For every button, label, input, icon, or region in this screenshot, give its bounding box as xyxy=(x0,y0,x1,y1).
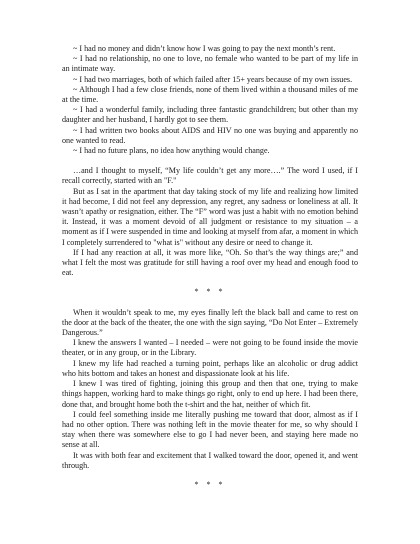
paragraph: I knew my life had reached a turning point, perhaps like an alcoholic or drug addict who hits bottom and takes an honest and dispassionate look at his life. xyxy=(62,358,358,378)
section-separator: * * * xyxy=(194,479,226,489)
door-section xyxy=(62,308,358,471)
paragraph: It was with both fear and excitement that I walked toward the door, opened it, and went through. xyxy=(62,450,358,470)
paragraph: I could feel something inside me literally pushing me toward that door, almost as if I had no other option. There was nothing left in the movie theater for me, so why should I stay when there was somewhere else to go I had never been, and staying here made no sense at all. xyxy=(62,409,358,450)
list-item: ~ I had no future plans, no idea how anything would change. xyxy=(73,146,270,156)
paragraph: But as I sat in the apartment that day taking stock of my life and realizing how limited it had become, I did not feel any depression, any regret, any sadness or loneliness at all. It wasn’t apathy or resignation, either. The “F” word was just a habit with no emotion behind it. Instead, it was a moment devoid of all judgment or resistance to my situation – a moment as if I were suspended in time and looking at myself from afar, a moment in which I completely surrendered to "what is" without any desire or need to change it. xyxy=(62,186,358,247)
list-section xyxy=(62,44,358,156)
list-item: ~ I had written two books about AIDS and HIV no one was buying and apparently no one wanted to read. xyxy=(62,125,358,145)
list-item: ~ I had two marriages, both of which failed after 15+ years because of my own issues. xyxy=(73,74,353,84)
book-page xyxy=(62,44,358,534)
paragraph: I knew I was tired of fighting, joining this group and then that one, trying to make things happen, working hard to make things go right, only to end up here. I had been there, done that, and brought home both the t-shirt and the hat, neither of which fit. xyxy=(62,379,358,409)
list-item: ~ Although I had a few close friends, none of them lived within a thousand miles of me at the time. xyxy=(62,84,358,105)
paragraph: I knew the answers I wanted – I needed – were not going to be found inside the movie theater, or in any group, or in the Library. xyxy=(62,338,358,358)
list-item: ~ I had no money and didn’t know how I was going to pay the next month’s rent. xyxy=(73,44,336,53)
list-item: ~ I had no relationship, no one to love, no female who wanted to be part of my life in an intimate way. xyxy=(62,54,358,74)
paragraph: When it wouldn’t speak to me, my eyes finally left the black ball and came to rest on the door at the back of the theater, the one with the sign saying, “Do Not Enter – Extremely Dangerous.” xyxy=(62,307,358,338)
list-item: ~ I had a wonderful family, including three fantastic grandchildren; but other than my daughter and her husband, I hardly got to see them. xyxy=(62,105,358,125)
reflection-section xyxy=(62,166,358,278)
spacer xyxy=(62,156,358,166)
paragraph: If I had any reaction at all, it was more like, “Oh. So that’s the way things are;” and what I felt the most was gratitude for still having a roof over my head and enough food to eat. xyxy=(62,247,358,278)
section-separator: * * * xyxy=(194,287,226,297)
paragraph: …and I thought to myself, “My life couldn’t get any more….” The word I used, if I recall correctly, started with an "F." xyxy=(62,166,358,186)
